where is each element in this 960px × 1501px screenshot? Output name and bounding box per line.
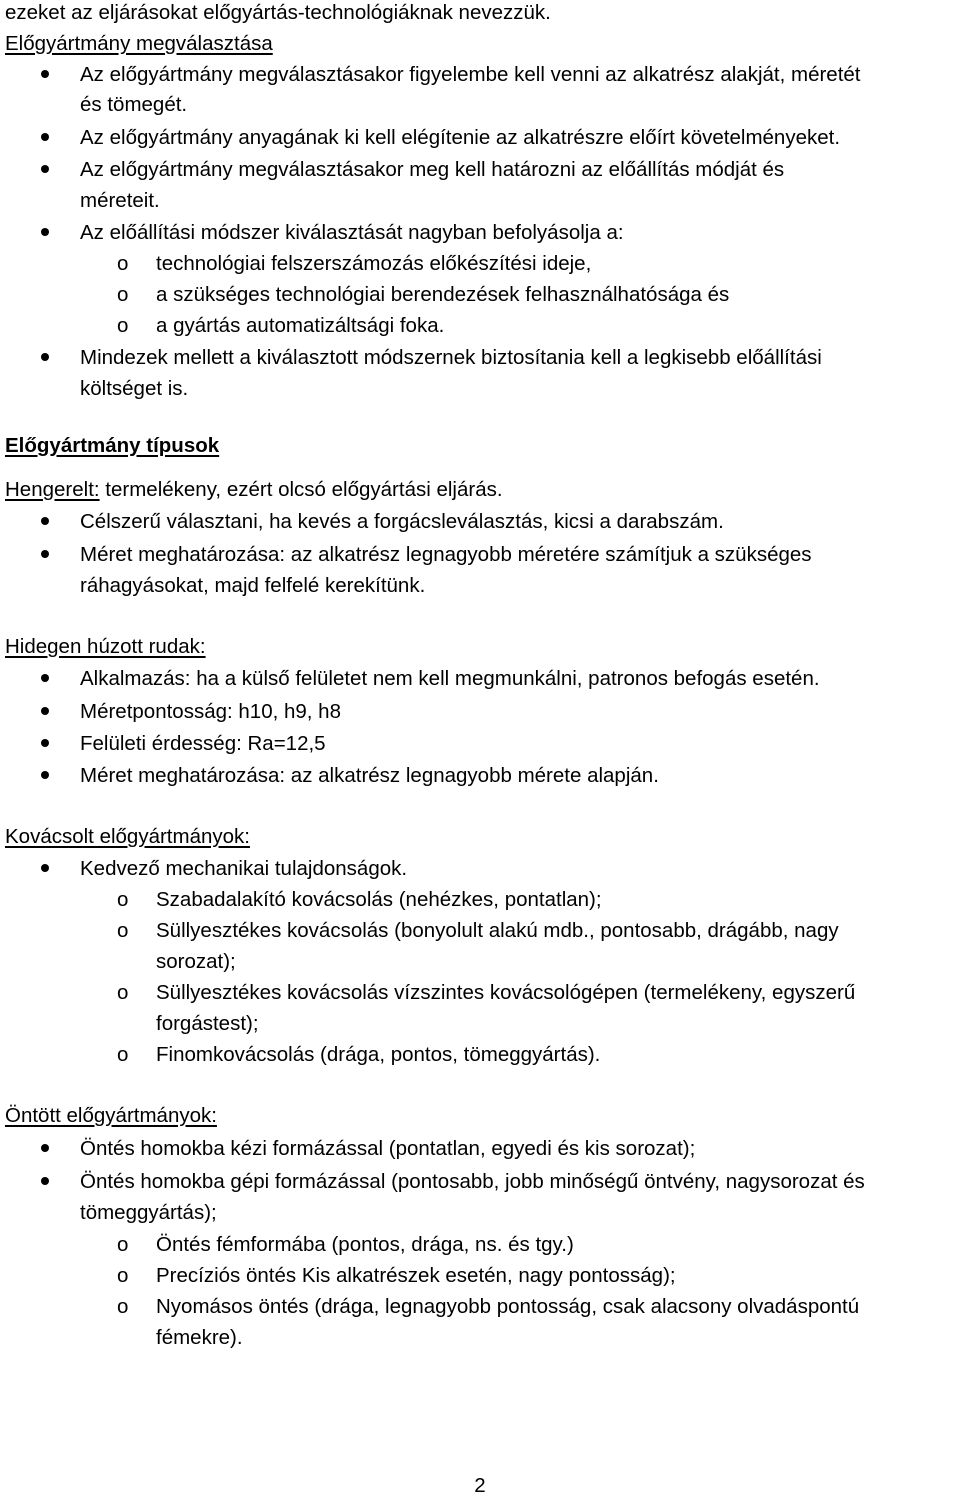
list-item: Alkalmazás: ha a külső felületet nem kell megmunkálni, patronos befogás esetén.	[0, 663, 960, 694]
rolled-description: termelékeny, ezért olcsó előgyártási eljárás.	[99, 478, 503, 501]
cold-drawn-heading: Hidegen húzott rudak:	[5, 635, 206, 658]
page-number: 2	[474, 1474, 486, 1497]
list-item: Méret meghatározása: az alkatrész legnagyobb mérete alapján.	[0, 760, 960, 791]
list-item: Méret meghatározása: az alkatrész legnagyobb méretére számítjuk a szükséges	[0, 539, 960, 570]
bullet-icon	[41, 1144, 49, 1152]
types-heading: Előgyártmány típusok	[5, 434, 220, 457]
list-item: Célszerű választani, ha kevés a forgácsleválasztás, kicsi a darabszám.	[0, 506, 960, 537]
sub-list-item: o Süllyesztékes kovácsolás vízszintes kovácsológépen (termelékeny, egyszerű	[0, 977, 960, 1008]
sub-list-item: o Szabadalakító kovácsolás (nehézkes, pontatlan);	[0, 884, 960, 915]
circle-bullet-icon: o	[117, 1043, 129, 1066]
bullet-icon	[41, 550, 49, 558]
sub-list-item: o a gyártás automatizáltsági foka.	[0, 310, 960, 341]
list-item: Felületi érdesség: Ra=12,5	[0, 728, 960, 759]
sub-list-item: o Nyomásos öntés (drága, legnagyobb pontosság, csak alacsony olvadáspontú	[0, 1291, 960, 1322]
list-item: Méretpontosság: h10, h9, h8	[0, 696, 960, 727]
list-item: Az előgyártmány megválasztásakor meg kell határozni az előállítás módját és	[0, 154, 960, 185]
circle-bullet-icon: o	[117, 888, 129, 911]
sub-list-item: o technológiai felszerszámozás előkészítési ideje,	[0, 248, 960, 279]
rolled-label: Hengerelt:	[5, 478, 100, 501]
list-item-continuation: és tömegét.	[80, 93, 188, 116]
list-item: Kedvező mechanikai tulajdonságok.	[0, 853, 960, 884]
sub-list-item: o a szükséges technológiai berendezések felhasználhatósága és	[0, 279, 960, 310]
sub-list-item: o Süllyesztékes kovácsolás (bonyolult alakú mdb., pontosabb, drágább, nagy	[0, 915, 960, 946]
list-item-continuation: ráhagyásokat, majd felfelé kerekítünk.	[80, 574, 426, 597]
list-item: Mindezek mellett a kiválasztott módszernek biztosítania kell a legkisebb előállítási	[0, 342, 960, 373]
intro-line: ezeket az eljárásokat előgyártás-technológiáknak nevezzük.	[5, 1, 551, 24]
bullet-icon	[41, 739, 49, 747]
bullet-icon	[41, 353, 49, 361]
sub-list-item: o Öntés fémformába (pontos, drága, ns. és tgy.)	[0, 1229, 960, 1260]
selection-heading: Előgyártmány megválasztása	[5, 32, 273, 55]
forged-heading: Kovácsolt előgyártmányok:	[5, 825, 250, 848]
bullet-icon	[41, 1177, 49, 1185]
list-item-continuation: költséget is.	[80, 377, 189, 400]
list-item-continuation: méreteit.	[80, 189, 160, 212]
circle-bullet-icon: o	[117, 1295, 129, 1318]
circle-bullet-icon: o	[117, 283, 129, 306]
list-item: Öntés homokba kézi formázással (pontatlan, egyedi és kis sorozat);	[0, 1133, 960, 1164]
rolled-line	[0, 474, 960, 505]
list-item: Az előállítási módszer kiválasztását nagyban befolyásolja a:	[0, 217, 960, 248]
bullet-icon	[41, 707, 49, 715]
circle-bullet-icon: o	[117, 919, 129, 942]
bullet-icon	[41, 228, 49, 236]
list-item-continuation: tömeggyártás);	[80, 1201, 217, 1224]
circle-bullet-icon: o	[117, 314, 129, 337]
bullet-icon	[41, 674, 49, 682]
sub-list-item-continuation: forgástest);	[156, 1012, 259, 1035]
bullet-icon	[41, 133, 49, 141]
sub-list-item: o Finomkovácsolás (drága, pontos, tömeggyártás).	[0, 1039, 960, 1070]
bullet-icon	[41, 864, 49, 872]
bullet-icon	[41, 517, 49, 525]
bullet-icon	[41, 165, 49, 173]
list-item: Az előgyártmány anyagának ki kell elégítenie az alkatrészre előírt követelményeket.	[0, 122, 960, 153]
sub-list-item-continuation: sorozat);	[156, 950, 236, 973]
bullet-icon	[41, 771, 49, 779]
bullet-icon	[41, 70, 49, 78]
list-item: Öntés homokba gépi formázással (pontosabb, jobb minőségű öntvény, nagysorozat és	[0, 1166, 960, 1197]
circle-bullet-icon: o	[117, 981, 129, 1004]
circle-bullet-icon: o	[117, 252, 129, 275]
sub-list-item: o Precíziós öntés Kis alkatrészek esetén, nagy pontosság);	[0, 1260, 960, 1291]
circle-bullet-icon: o	[117, 1233, 129, 1256]
list-item: Az előgyártmány megválasztásakor figyelembe kell venni az alkatrész alakját, méretét	[0, 59, 960, 90]
circle-bullet-icon: o	[117, 1264, 129, 1287]
sub-list-item-continuation: fémekre).	[156, 1326, 243, 1349]
cast-heading: Öntött előgyártmányok:	[5, 1104, 217, 1127]
